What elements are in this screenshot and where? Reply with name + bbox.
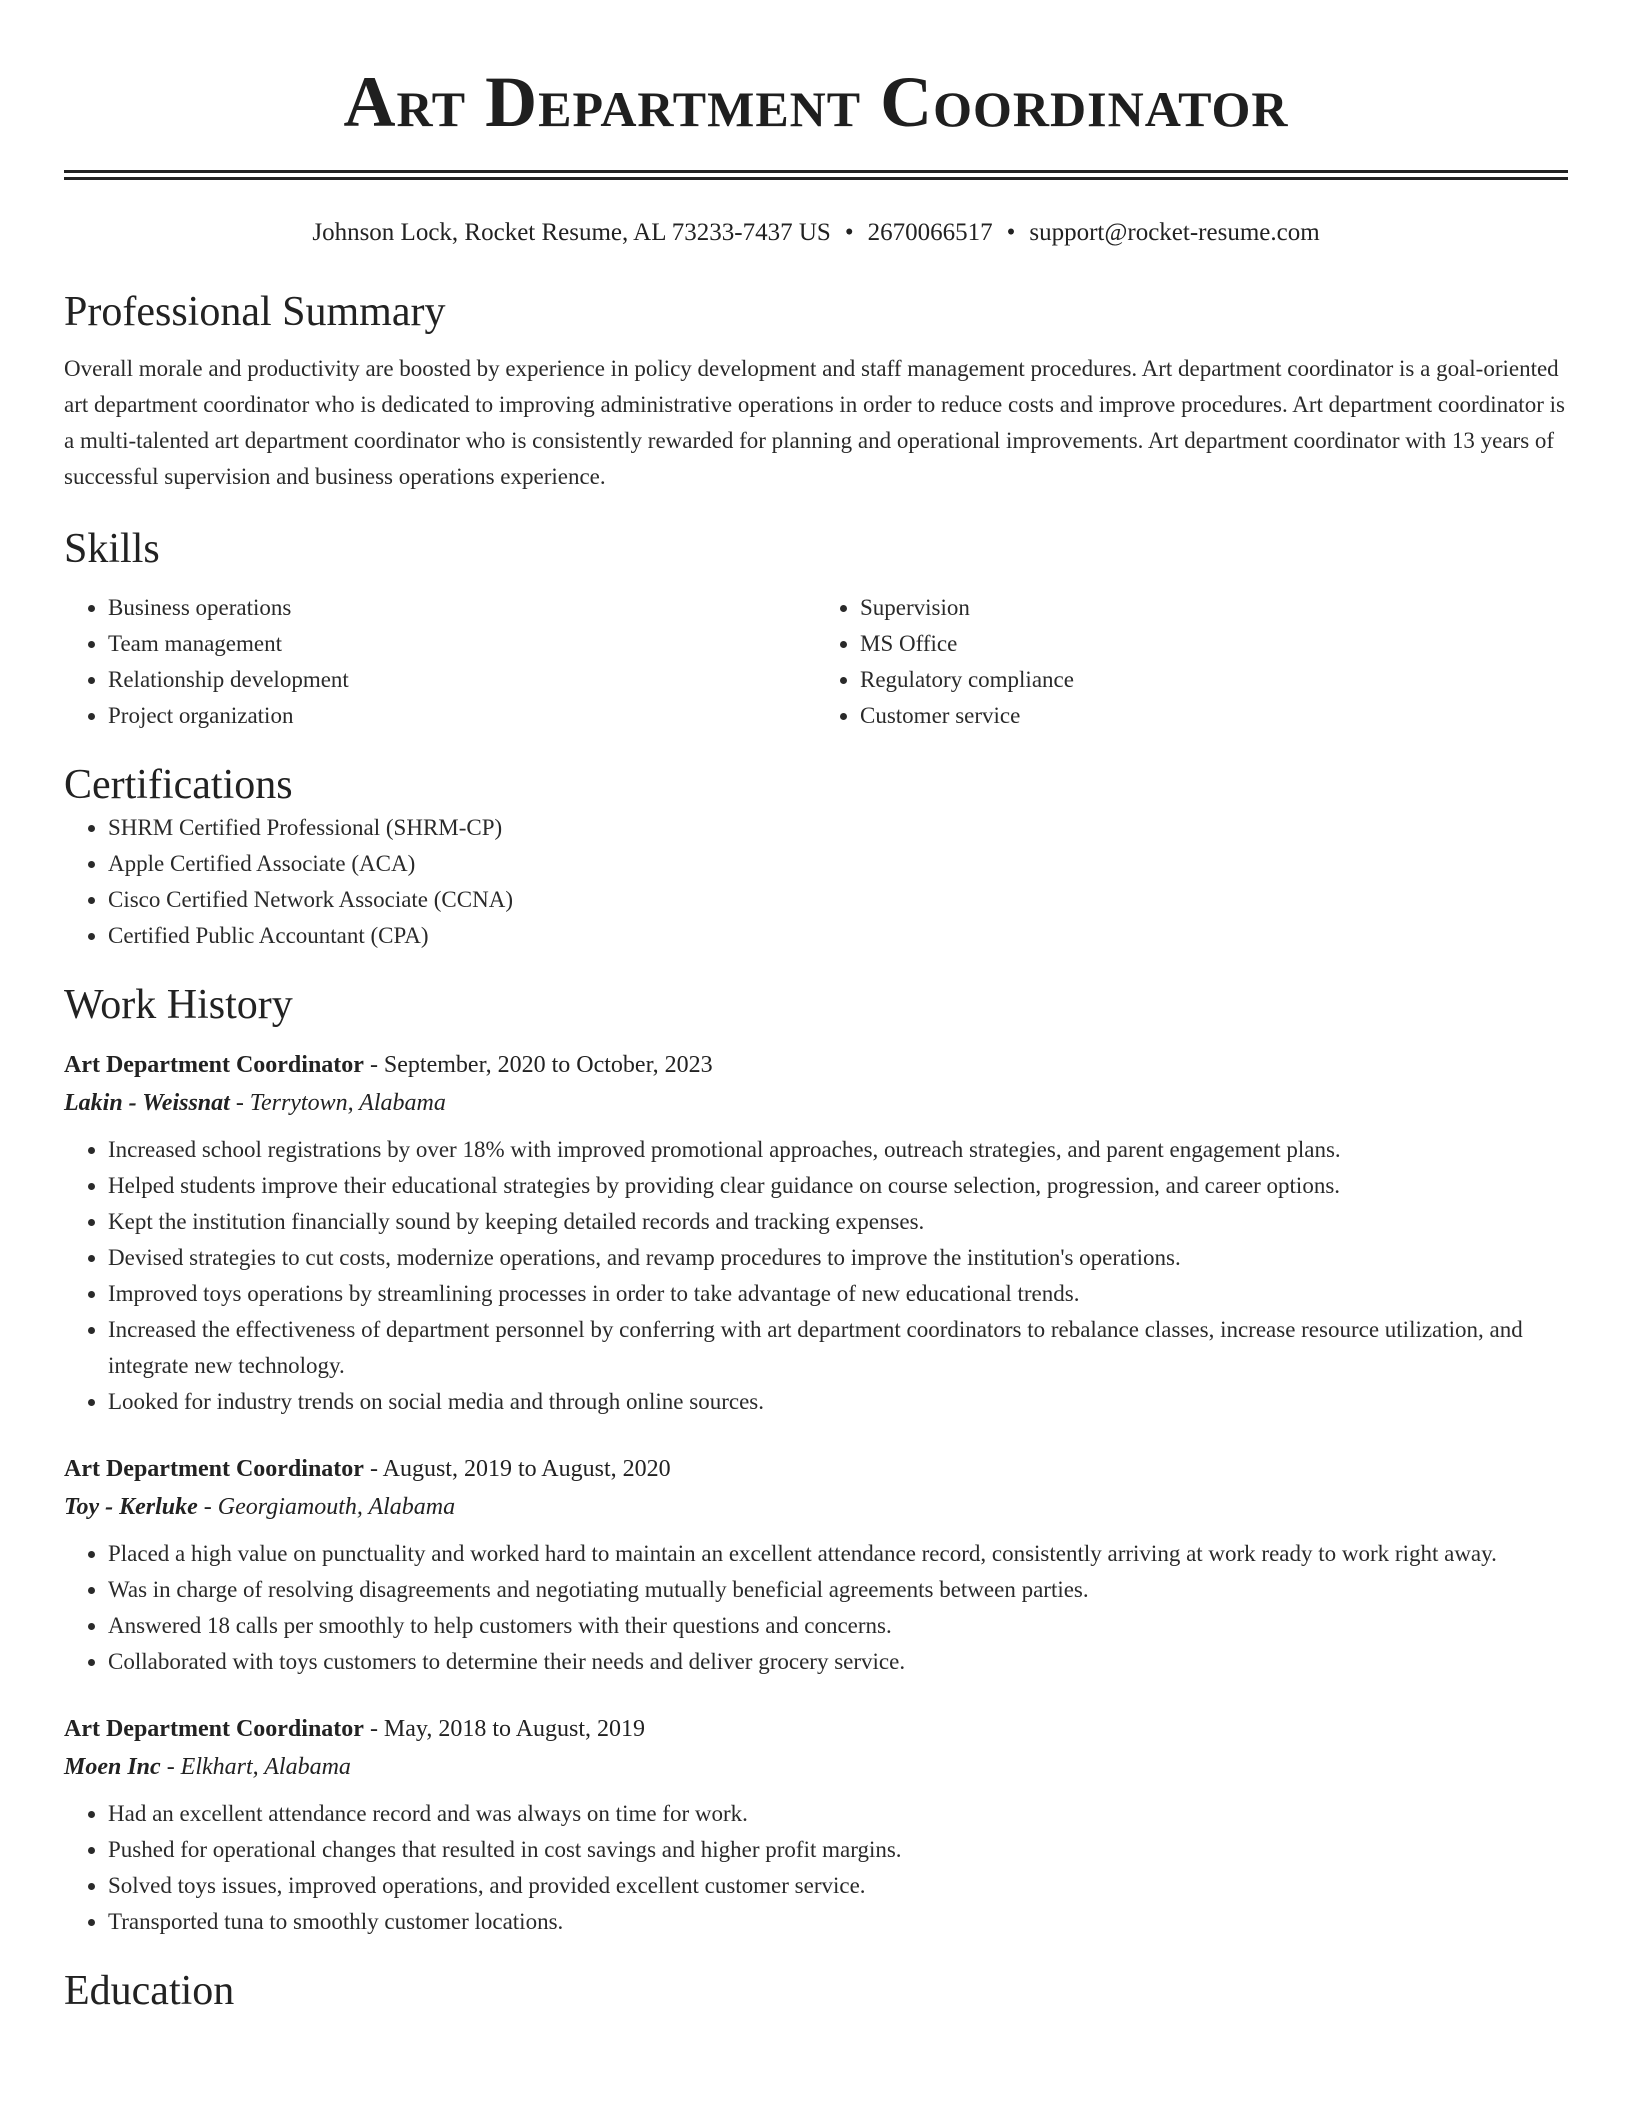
skill-item: • Relationship development (108, 662, 816, 698)
contact-email: support@rocket-resume.com (1029, 219, 1320, 246)
job-bullets (64, 1132, 1568, 1420)
job-company: Lakin - Weissnat (64, 1090, 230, 1116)
certification-item: • SHRM Certified Professional (SHRM-CP) (108, 810, 1568, 846)
job-title: Art Department Coordinator (64, 1456, 364, 1482)
title-divider (64, 170, 1568, 180)
skill-item: • Customer service (860, 698, 1568, 734)
contact-line (64, 218, 1568, 248)
job-bullet: • Had an excellent attendance record and was always on time for work. (108, 1796, 1568, 1832)
job-bullet: • Transported tuna to smoothly customer locations. (108, 1904, 1568, 1940)
job-bullet: • Increased the effectiveness of department personnel by conferring with art department coordinators to rebalance classes, increase resource utilization, and integrate new technology. (108, 1312, 1568, 1384)
skill-item: • Project organization (108, 698, 816, 734)
job-bullet: • Improved toys operations by streamlining processes in order to take advantage of new educational trends. (108, 1276, 1568, 1312)
job-title-line (64, 1046, 1568, 1084)
job-entry (64, 1046, 1568, 1420)
job-bullet: • Devised strategies to cut costs, modernize operations, and revamp procedures to improve the institution's operations. (108, 1240, 1568, 1276)
skills-list-left (64, 590, 816, 734)
skill-item: • Business operations (108, 590, 816, 626)
job-location: - Terrytown, Alabama (229, 1090, 446, 1116)
work-history-heading: Work History (64, 982, 293, 1028)
job-bullet: • Solved toys issues, improved operations, and provided excellent customer service. (108, 1868, 1568, 1904)
job-bullet: • Collaborated with toys customers to determine their needs and deliver grocery service. (108, 1644, 1568, 1680)
contact-separator: • (844, 219, 854, 246)
contact-address: Johnson Lock, Rocket Resume, AL 73233-7437 US (312, 219, 831, 246)
job-dates: - May, 2018 to August, 2019 (363, 1716, 646, 1742)
skill-item: • MS Office (860, 626, 1568, 662)
job-bullet: • Was in charge of resolving disagreements and negotiating mutually beneficial agreements between parties. (108, 1572, 1568, 1608)
resume-title: Art Department Coordinator (343, 62, 1289, 142)
job-location: - Elkhart, Alabama (160, 1754, 351, 1780)
job-bullet: • Answered 18 calls per smoothly to help customers with their questions and concerns. (108, 1608, 1568, 1644)
certification-item: • Certified Public Accountant (CPA) (108, 918, 1568, 954)
job-entry (64, 1450, 1568, 1680)
certification-item: • Apple Certified Associate (ACA) (108, 846, 1568, 882)
job-title-line (64, 1710, 1568, 1748)
job-dates: - September, 2020 to October, 2023 (363, 1052, 713, 1078)
job-bullets (64, 1536, 1568, 1680)
certification-item: • Cisco Certified Network Associate (CCNA) (108, 882, 1568, 918)
education-heading: Education (64, 1968, 235, 2014)
job-bullet: • Kept the institution financially sound by keeping detailed records and tracking expenses. (108, 1204, 1568, 1240)
job-location: - Georgiamouth, Alabama (197, 1494, 456, 1520)
job-company-line (64, 1488, 1568, 1526)
job-bullet: • Placed a high value on punctuality and worked hard to maintain an excellent attendance record, consistently arriving at work ready to work right away. (108, 1536, 1568, 1572)
job-bullets (64, 1796, 1568, 1940)
contact-phone: 2670066517 (867, 219, 993, 246)
job-bullet: • Looked for industry trends on social media and through online sources. (108, 1384, 1568, 1420)
skill-item: • Regulatory compliance (860, 662, 1568, 698)
job-entry (64, 1710, 1568, 1940)
job-bullet: • Pushed for operational changes that resulted in cost savings and higher profit margins. (108, 1832, 1568, 1868)
certifications-list (64, 810, 1568, 954)
job-title: Art Department Coordinator (64, 1052, 364, 1078)
certifications-heading: Certifications (64, 762, 293, 808)
skills-list-right (816, 590, 1568, 734)
job-bullet: • Helped students improve their educational strategies by providing clear guidance on course selection, progression, and career options. (108, 1168, 1568, 1204)
job-bullet: • Increased school registrations by over 18% with improved promotional approaches, outreach strategies, and parent engagement plans. (108, 1132, 1568, 1168)
skill-item: • Supervision (860, 590, 1568, 626)
job-company-line (64, 1748, 1568, 1786)
job-company: Moen Inc (64, 1754, 161, 1780)
job-dates: - August, 2019 to August, 2020 (363, 1456, 671, 1482)
skills-heading: Skills (64, 526, 160, 572)
skill-item: • Team management (108, 626, 816, 662)
summary-heading: Professional Summary (64, 289, 446, 335)
skills-columns (64, 590, 1568, 734)
summary-text: Overall morale and productivity are boosted by experience in policy development and staff management procedures. Art department coordinator is a goal-oriented art department coordinator who is dedicated to improving administrative operations in order to reduce costs and improve procedures. Art department coordinator is a multi-talented art department coordinator who is consistently rewarded for planning and operational improvements. Art department coordinator with 13 years of successful supervision and business operations experience. (64, 356, 1565, 489)
job-company-line (64, 1084, 1568, 1122)
job-title: Art Department Coordinator (64, 1716, 364, 1742)
job-company: Toy - Kerluke (64, 1494, 198, 1520)
job-title-line (64, 1450, 1568, 1488)
contact-separator: • (1006, 219, 1016, 246)
